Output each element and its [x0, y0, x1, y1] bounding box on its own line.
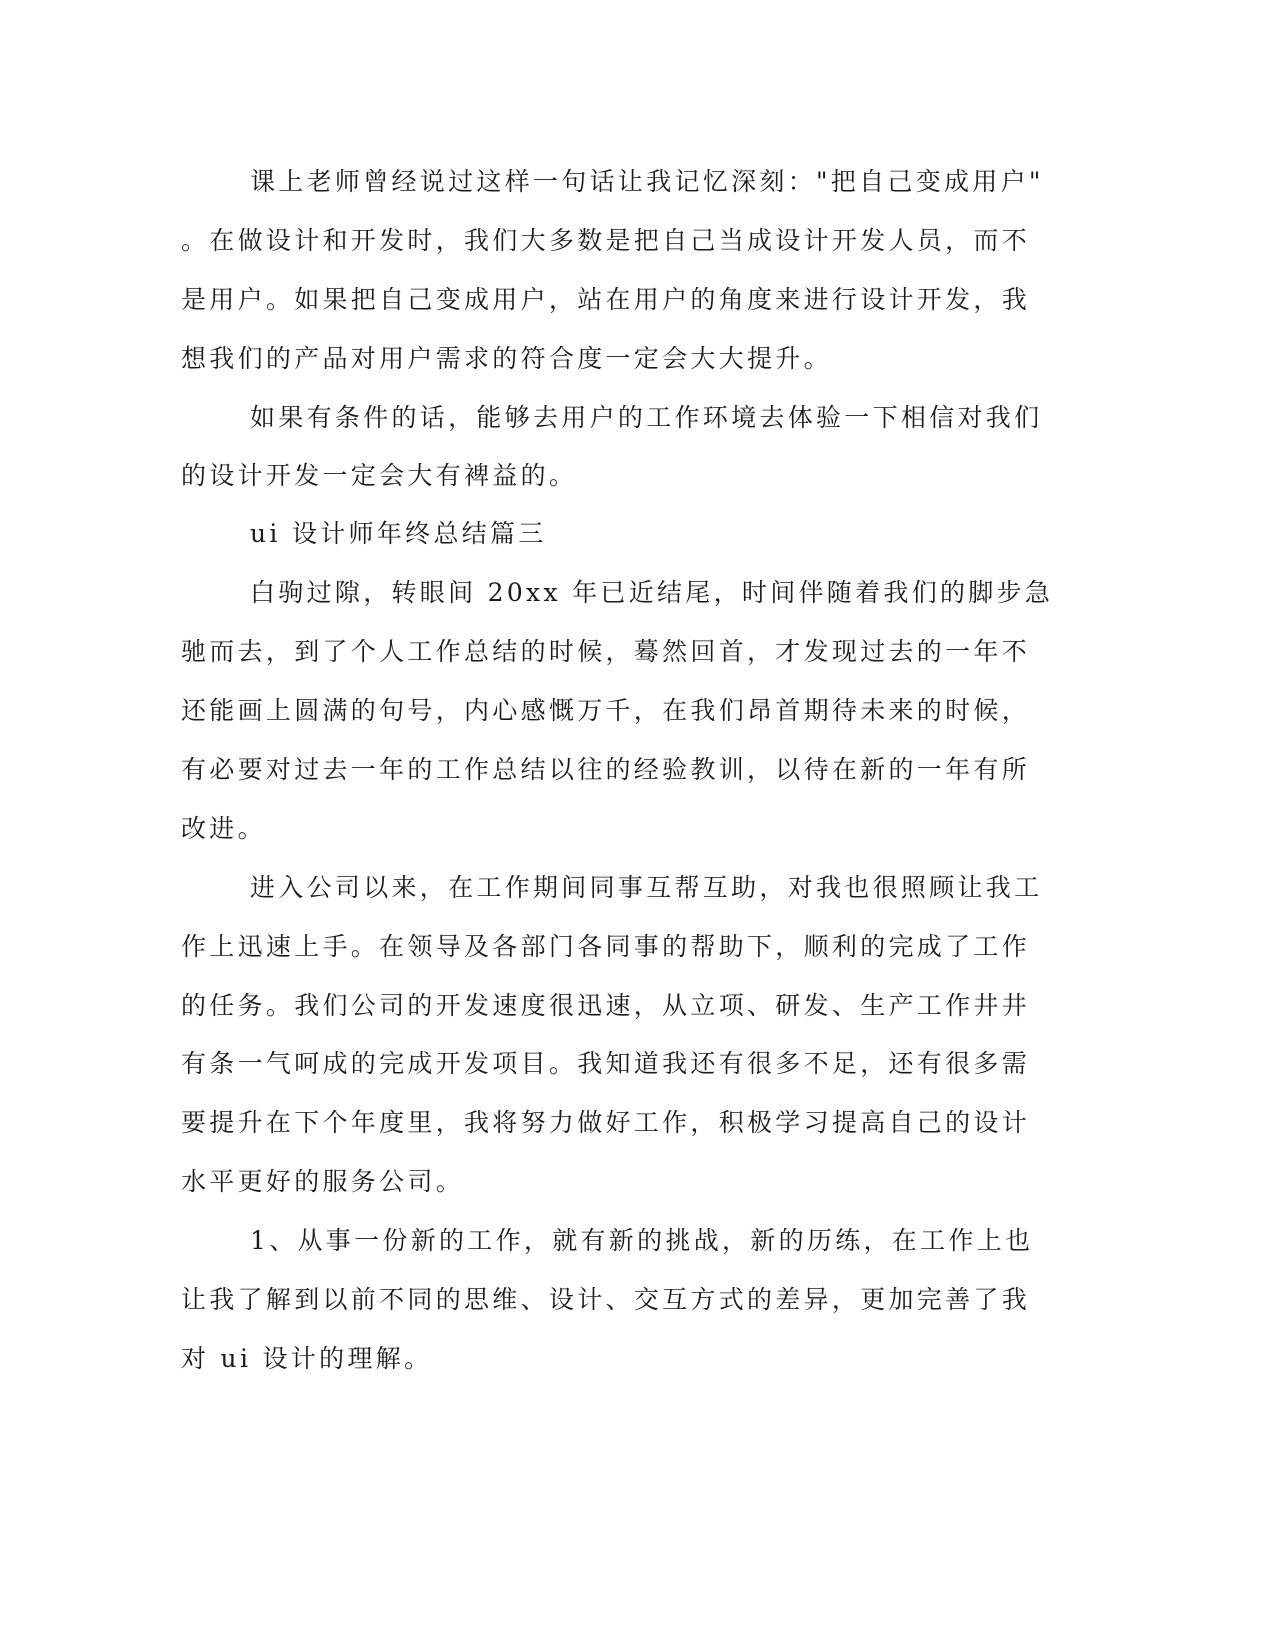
paragraph-5-line-3: 对 ui 设计的理解。	[181, 1344, 433, 1373]
paragraph-3-line-1: 白驹过隙，转眼间 20xx 年已近结尾，时间伴随着我们的脚步急	[250, 578, 1054, 607]
paragraph-3-line-3: 还能画上圆满的句号，内心感慨万千，在我们昂首期待未来的时候，	[181, 696, 1031, 725]
paragraph-1-line-4: 想我们的产品对用户需求的符合度一定会大大提升。	[181, 344, 832, 373]
paragraph-4-line-5: 要提升在下个年度里，我将努力做好工作，积极学习提高自己的设计	[181, 1108, 1031, 1137]
paragraph-5-line-2: 让我了解到以前不同的思维、设计、交互方式的差异，更加完善了我	[181, 1285, 1031, 1314]
paragraph-4-line-4: 有条一气呵成的完成开发项目。我知道我还有很多不足，还有很多需	[181, 1049, 1031, 1078]
paragraph-3-line-4: 有必要对过去一年的工作总结以往的经验教训，以待在新的一年有所	[181, 755, 1031, 784]
paragraph-3-line-2: 驰而去，到了个人工作总结的时候，蓦然回首，才发现过去的一年不	[181, 637, 1031, 666]
paragraph-4-line-3: 的任务。我们公司的开发速度很迅速，从立项、研发、生产工作井井	[181, 991, 1031, 1020]
paragraph-1-line-2: 。在做设计和开发时，我们大多数是把自己当成设计开发人员，而不	[181, 226, 1031, 255]
paragraph-1-line-3: 是用户。如果把自己变成用户，站在用户的角度来进行设计开发，我	[181, 285, 1031, 314]
paragraph-3-line-5: 改进。	[181, 814, 266, 843]
paragraph-4-line-6: 水平更好的服务公司。	[181, 1167, 465, 1196]
paragraph-2-line-1: 如果有条件的话，能够去用户的工作环境去体验一下相信对我们	[250, 403, 1043, 432]
paragraph-4-line-1: 进入公司以来，在工作期间同事互帮互助，对我也很照顾让我工	[250, 873, 1043, 902]
section-heading: ui 设计师年终总结篇三	[250, 519, 547, 548]
paragraph-4-line-2: 作上迅速上手。在领导及各部门各同事的帮助下，顺利的完成了工作	[181, 932, 1031, 961]
paragraph-1-line-1: 课上老师曾经说过这样一句话让我记忆深刻："把自己变成用户"	[250, 167, 1044, 196]
paragraph-5-line-1: 1、从事一份新的工作，就有新的挑战，新的历练，在工作上也	[250, 1226, 1034, 1255]
paragraph-2-line-2: 的设计开发一定会大有裨益的。	[181, 461, 578, 490]
